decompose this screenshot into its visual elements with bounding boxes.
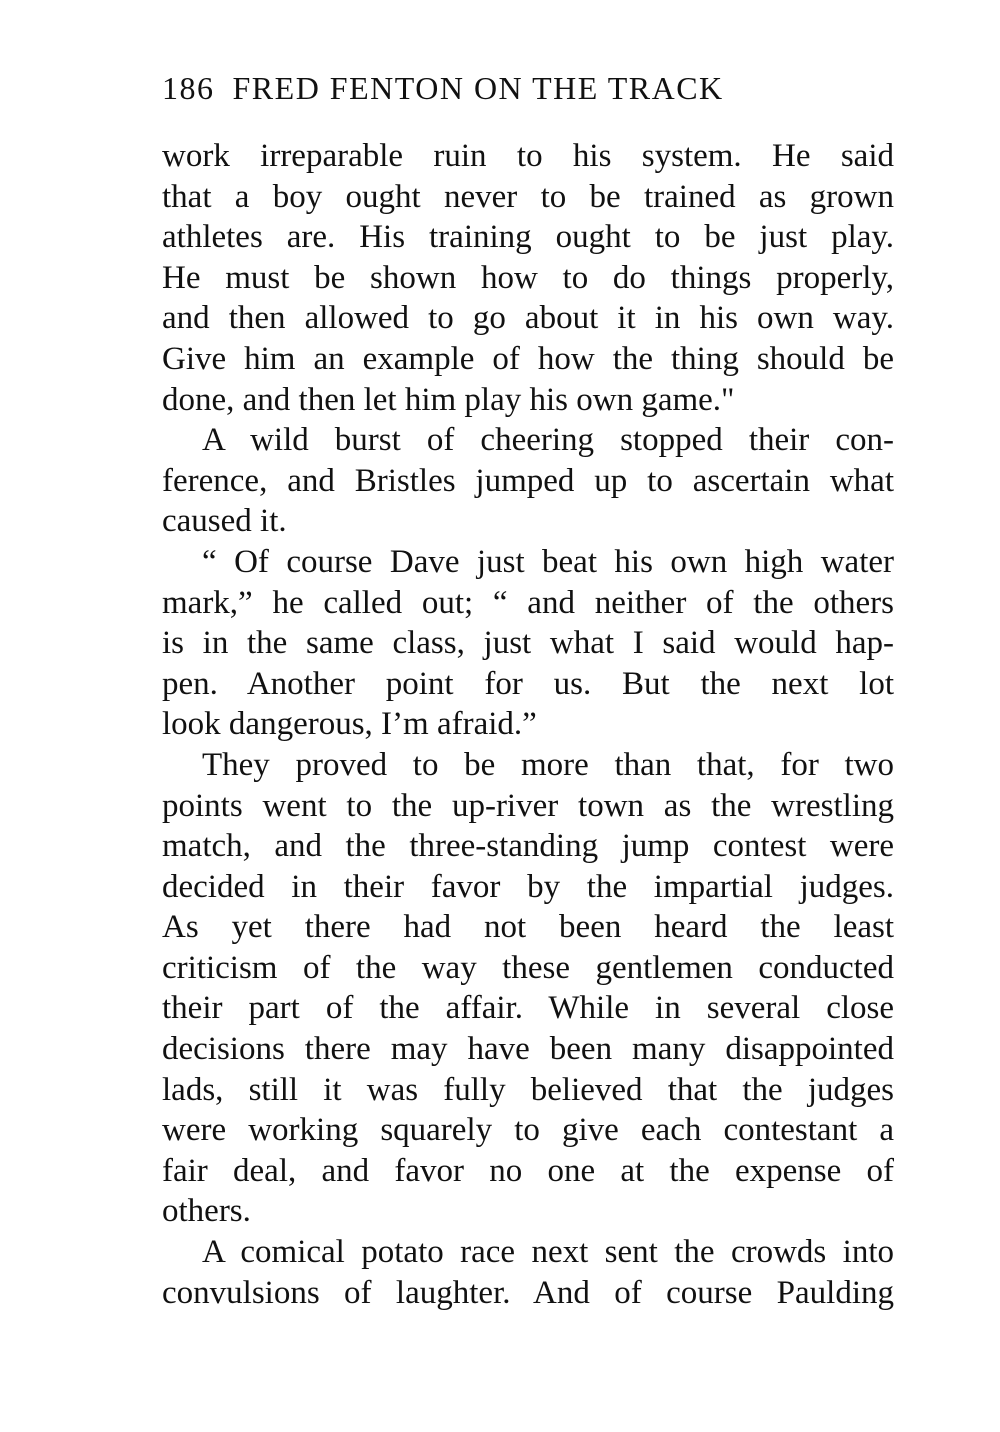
text-line: work irreparable ruin to his system. He said [162,138,894,174]
paragraph-first-line: They proved to be more than that, for two [202,746,894,783]
body-text [162,136,894,1313]
text-line: others. [162,1193,251,1230]
text-line: match, and the three-standing jump contest were [162,828,894,865]
text-line: ference, and Bristles jumped up to ascertain what [162,462,894,499]
text-line: decided in their favor by the impartial judges. [162,868,894,905]
paragraph-first-line: “ Of course Dave just beat his own high water [202,543,894,580]
running-head [162,68,902,108]
text-line: points went to the up-river town as the wrestling [162,787,894,824]
text-line: their part of the affair. While in several close [162,990,894,1027]
text-line: caused it. [162,503,287,540]
text-line: done, and then let him play his own game." [162,381,735,418]
paragraph-first-line: A comical potato race next sent the crowds into [202,1234,894,1271]
running-title: FRED FENTON ON THE TRACK [232,70,724,106]
text-line: fair deal, and favor no one at the expense of [162,1152,894,1189]
page-number: 186 [162,70,215,106]
text-line: and then allowed to go about it in his own way. [162,300,894,337]
text-line: pen. Another point for us. But the next lot [162,665,894,702]
text-line: As yet there had not been heard the least [162,909,894,946]
text-line: that a boy ought never to be trained as grown [162,178,894,215]
text-line: were working squarely to give each contestant a [162,1112,894,1149]
text-line: mark,” he called out; “ and neither of the others [162,584,894,621]
text-line: convulsions of laughter. And of course Paulding [162,1274,894,1311]
text-line: Give him an example of how the thing should be [162,340,894,377]
text-line: is in the same class, just what I said would hap- [162,625,894,662]
text-line: He must be shown how to do things properly, [162,259,894,296]
text-line: athletes are. His training ought to be just play. [162,219,894,256]
text-line: decisions there may have been many disappointed [162,1031,894,1068]
text-line: criticism of the way these gentlemen conducted [162,949,894,986]
paragraph-first-line: A wild burst of cheering stopped their con- [202,422,894,459]
text-line: lads, still it was fully believed that the judges [162,1071,894,1108]
text-line: look dangerous, I’m afraid.” [162,706,537,743]
